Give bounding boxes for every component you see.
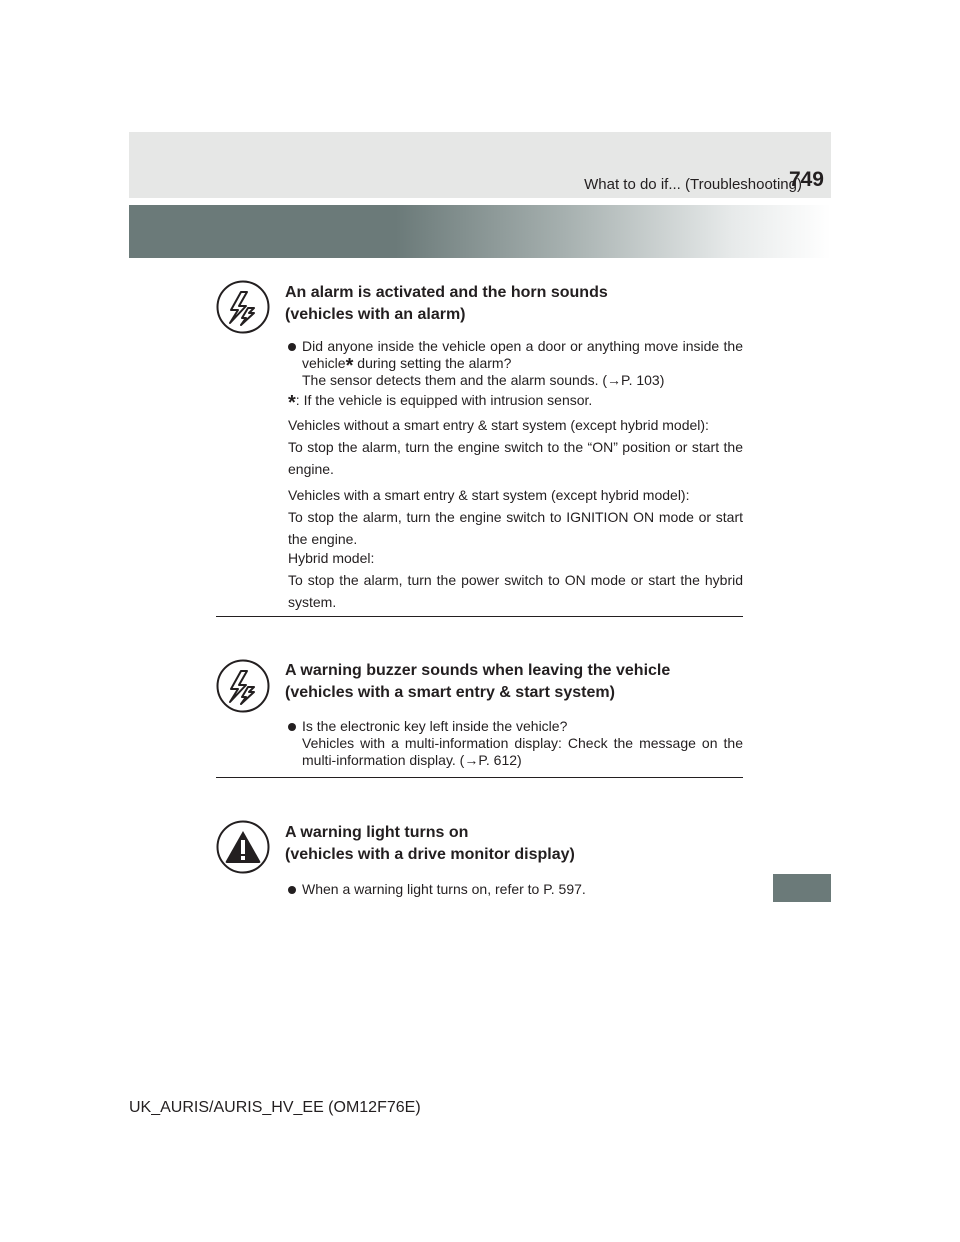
paragraph: Hybrid model: bbox=[288, 550, 375, 566]
lightning-bolt-icon bbox=[216, 280, 270, 334]
exclamation-triangle-icon bbox=[216, 820, 270, 874]
footer-code: UK_AURIS/AURIS_HV_EE (OM12F76E) bbox=[129, 1099, 421, 1116]
list-item: Did anyone inside the vehicle open a door or anything move inside the vehicle* during setting the alarm? The sensor detects them and the alarm sounds. (→P. 103) bbox=[288, 338, 743, 389]
bullet-dot bbox=[288, 723, 296, 731]
page-number: 749 bbox=[788, 168, 824, 191]
lightning-bolt-icon bbox=[216, 659, 270, 713]
footnote: *: If the vehicle is equipped with intrusion sensor. bbox=[288, 392, 593, 414]
paragraph: To stop the alarm, turn the engine switch to the “ON” position or start the engine. bbox=[288, 439, 743, 477]
section-buzzer-title: A warning buzzer sounds when leaving the vehicle (vehicles with a smart entry & start system) bbox=[285, 662, 671, 701]
section-warning-light-title: A warning light turns on (vehicles with a drive monitor display) bbox=[285, 824, 575, 863]
chapter-side-tab bbox=[773, 874, 831, 902]
bullet-dot bbox=[288, 343, 296, 351]
divider bbox=[216, 777, 743, 778]
section-title-header: What to do if... (Troubleshooting) bbox=[584, 176, 802, 193]
section-alarm-title: An alarm is activated and the horn sounds (vehicles with an alarm) bbox=[285, 284, 608, 323]
divider bbox=[216, 616, 743, 617]
list-item: When a warning light turns on, refer to P. 597. bbox=[288, 881, 743, 898]
list-item: Is the electronic key left inside the vehicle? Vehicles with a multi-information display: Check the message on the multi-information display. (→P. 612) bbox=[288, 718, 743, 769]
asterisk-mark: * bbox=[288, 392, 296, 414]
asterisk-mark: * bbox=[345, 355, 354, 377]
paragraph: To stop the alarm, turn the engine switch to IGNITION ON mode or start the engine. bbox=[288, 509, 743, 547]
paragraph: Vehicles with a smart entry & start system (except hybrid model): bbox=[288, 487, 690, 503]
chapter-band bbox=[129, 205, 831, 258]
bullet-dot bbox=[288, 886, 296, 894]
paragraph: Vehicles without a smart entry & start system (except hybrid model): bbox=[288, 417, 709, 433]
paragraph: To stop the alarm, turn the power switch to ON mode or start the hybrid system. bbox=[288, 572, 743, 610]
